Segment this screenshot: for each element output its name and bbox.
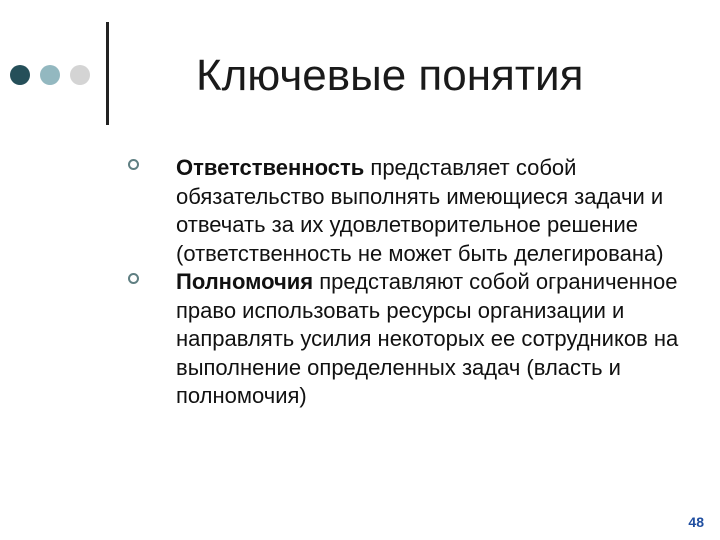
page-number: 48 [688,514,704,530]
list-item [176,154,696,268]
term: Ответственность [176,155,365,180]
decorative-dots [10,65,90,85]
list-item [176,268,696,411]
bullet-icon [128,273,139,284]
slide-title: Ключевые понятия [196,51,584,100]
definition: представляют собой ограниченное право использовать ресурсы организации и направлять усилия некоторых ее сотрудников на выполнение определенных задач (власть и полномочия) [176,269,679,408]
bullet-list [176,154,696,411]
term: Полномочия [176,269,314,294]
definition: представляет собой обязательство выполнять имеющиеся задачи и отвечать за их удовлетворительное решение (ответственность не может быть делегирована) [176,155,664,266]
title-divider [106,22,109,125]
dot-light [70,65,90,85]
dot-mid [40,65,60,85]
bullet-icon [128,159,139,170]
dot-dark [10,65,30,85]
